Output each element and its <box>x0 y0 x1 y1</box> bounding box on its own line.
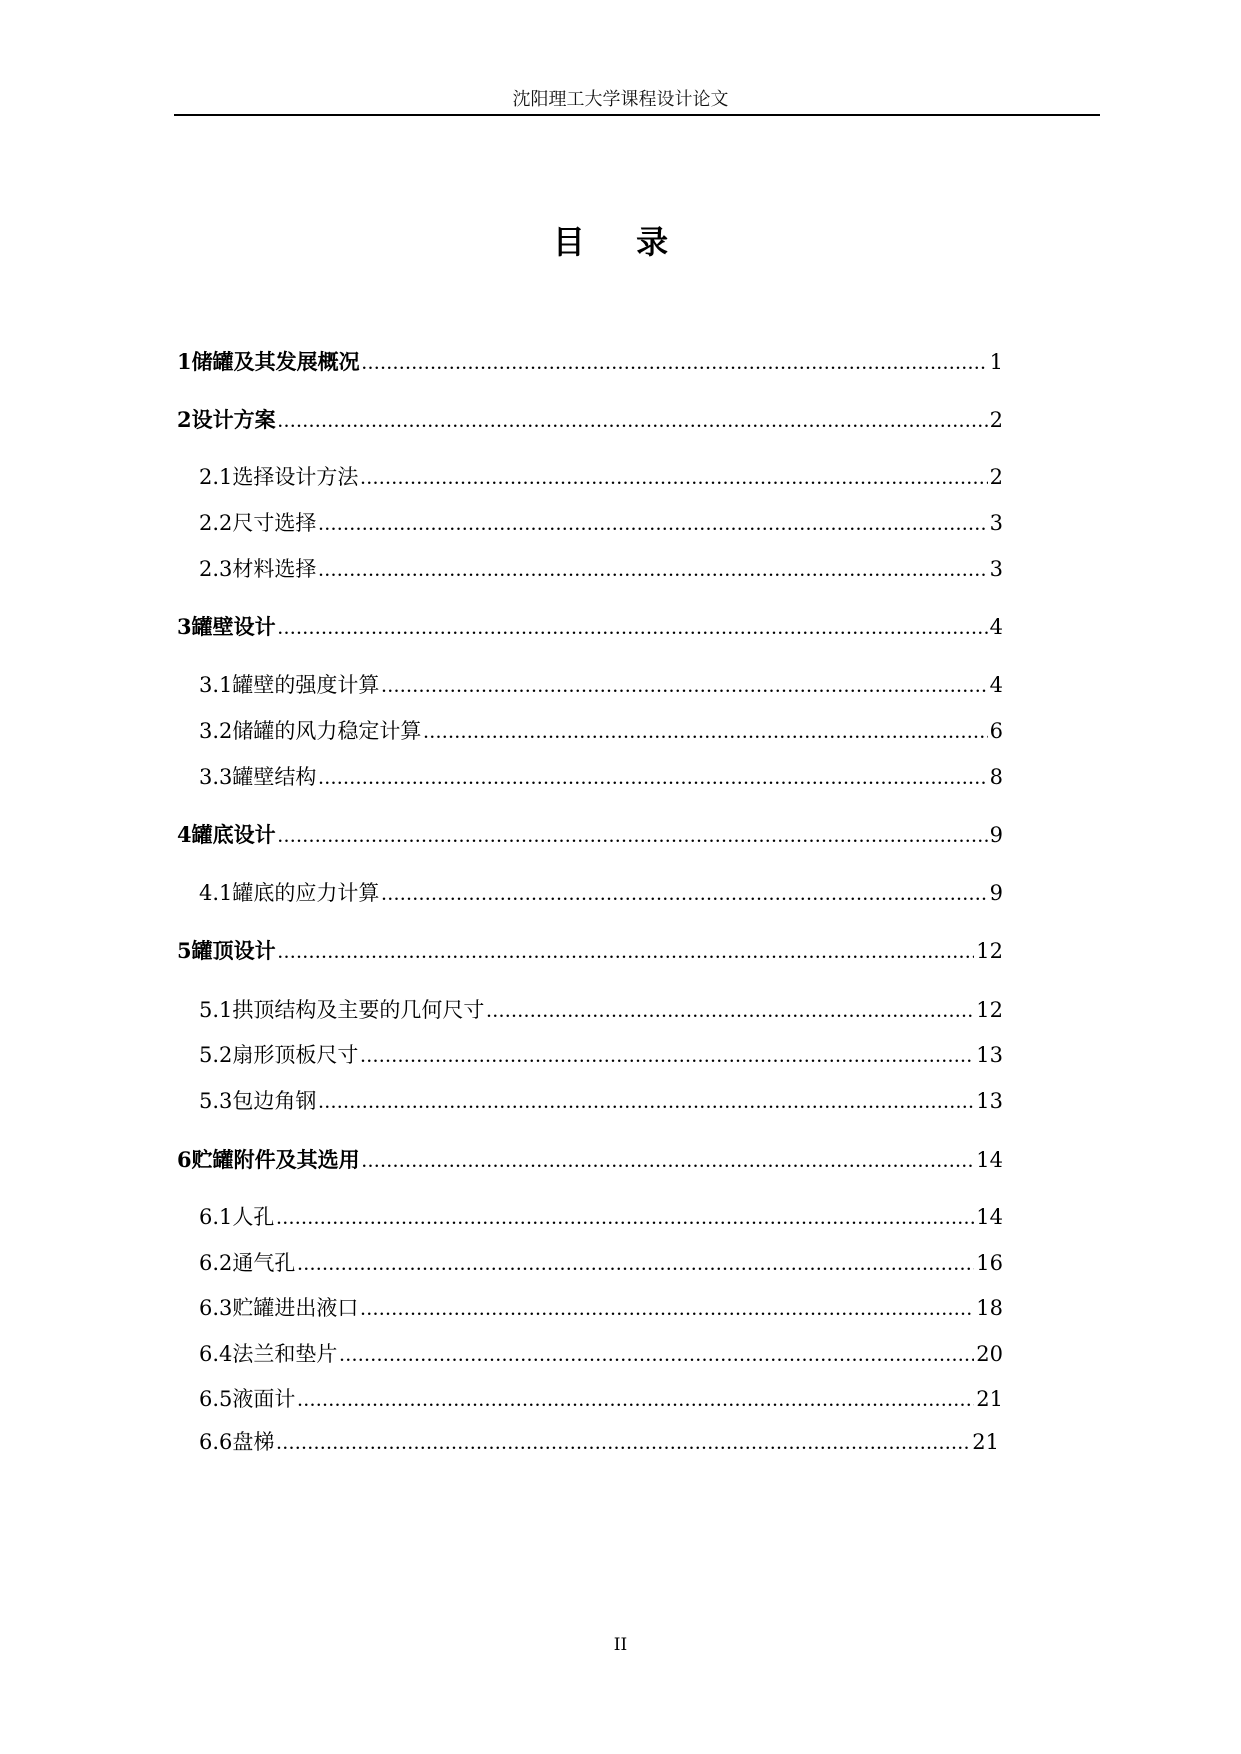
toc-entry-number: 6.3 <box>199 1296 233 1320</box>
toc-entry-number: 6.4 <box>199 1342 233 1366</box>
toc-entry-page: 18 <box>976 1296 1003 1320</box>
toc-entry-section-5-1[interactable] <box>199 995 1003 1025</box>
toc-entry-title: 罐壁设计 <box>191 615 276 639</box>
dot-leader <box>278 936 975 966</box>
toc-entry-section-2-3[interactable] <box>199 554 1003 584</box>
toc-entry-section-5-2[interactable] <box>199 1040 1003 1070</box>
toc-entry-title: 液面计 <box>232 1387 296 1411</box>
toc-entry-page: 4 <box>989 673 1003 697</box>
toc-entry-section-2-1[interactable] <box>199 462 1003 492</box>
toc-entry-page: 9 <box>989 823 1003 847</box>
toc-entry-page: 4 <box>989 615 1003 639</box>
dot-leader <box>297 1248 974 1278</box>
toc-entry-title: 罐底的应力计算 <box>232 881 380 905</box>
dot-leader <box>318 1086 974 1116</box>
toc-entry-number: 2.1 <box>199 465 233 489</box>
toc-entry-number: 1 <box>177 349 192 374</box>
toc-entry-title: 罐顶设计 <box>191 939 276 963</box>
dot-leader <box>278 405 988 435</box>
toc-entry-number: 6.5 <box>199 1387 233 1411</box>
toc-entry-section-2-2[interactable] <box>199 508 1003 538</box>
toc-entry-number: 5.3 <box>199 1089 233 1113</box>
toc-entry-section-3-3[interactable] <box>199 762 1003 792</box>
dot-leader <box>278 612 988 642</box>
toc-entry-chapter-2[interactable] <box>177 405 1003 435</box>
toc-entry-number: 3.2 <box>199 719 233 743</box>
toc-entry-page: 6 <box>989 719 1003 743</box>
toc-entry-page: 16 <box>976 1251 1003 1275</box>
dot-leader <box>339 1339 974 1369</box>
toc-entry-title: 通气孔 <box>232 1251 296 1275</box>
toc-entry-number: 4 <box>177 822 192 847</box>
toc-entry-number: 3.1 <box>199 673 233 697</box>
toc-entry-number: 6.2 <box>199 1251 233 1275</box>
toc-entry-title: 盘梯 <box>232 1430 275 1454</box>
toc-entry-title: 罐壁的强度计算 <box>232 673 380 697</box>
dot-leader <box>318 508 987 538</box>
toc-entry-section-6-1[interactable] <box>199 1202 1003 1232</box>
toc-entry-title: 尺寸选择 <box>232 511 317 535</box>
toc-entry-section-6-4[interactable] <box>199 1339 1003 1369</box>
toc-entry-section-3-1[interactable] <box>199 670 1003 700</box>
toc-entry-number: 2.2 <box>199 511 233 535</box>
toc-entry-page: 20 <box>976 1342 1003 1366</box>
dot-leader <box>381 670 987 700</box>
toc-entry-title: 法兰和垫片 <box>232 1342 338 1366</box>
header-rule <box>174 114 1100 116</box>
toc-entry-page: 1 <box>989 350 1003 374</box>
toc-entry-page: 3 <box>989 511 1003 535</box>
running-header: 沈阳理工大学课程设计论文 <box>512 89 729 110</box>
toc-entry-title: 材料选择 <box>232 557 317 581</box>
toc-entry-number: 3 <box>177 614 192 639</box>
toc-entry-chapter-1[interactable] <box>177 347 1003 377</box>
dot-leader <box>360 1040 974 1070</box>
toc-entry-section-6-5[interactable] <box>199 1384 1003 1414</box>
toc-entry-title: 包边角钢 <box>232 1089 317 1113</box>
toc-entry-number: 5.2 <box>199 1043 233 1067</box>
toc-entry-page: 13 <box>976 1089 1003 1113</box>
toc-entry-number: 6.1 <box>199 1205 233 1229</box>
toc-entry-title: 储罐及其发展概况 <box>191 350 360 374</box>
toc-entry-page: 21 <box>976 1387 1003 1411</box>
toc-entry-page: 21 <box>972 1430 999 1454</box>
toc-entry-section-3-2[interactable] <box>199 716 1003 746</box>
toc-entry-title: 罐底设计 <box>191 823 276 847</box>
toc-entry-page: 14 <box>976 1148 1003 1172</box>
dot-leader <box>297 1384 974 1414</box>
toc-entry-page: 2 <box>989 408 1003 432</box>
toc-entry-number: 5 <box>177 938 192 963</box>
toc-entry-page: 8 <box>989 765 1003 789</box>
toc-entry-page: 2 <box>989 465 1003 489</box>
toc-entry-page: 12 <box>976 998 1003 1022</box>
toc-entry-number: 6 <box>177 1147 192 1172</box>
dot-leader <box>276 1427 970 1457</box>
dot-leader <box>278 820 988 850</box>
toc-entry-title: 选择设计方法 <box>232 465 359 489</box>
toc-entry-number: 2 <box>177 407 192 432</box>
toc-entry-title: 扇形顶板尺寸 <box>232 1043 359 1067</box>
dot-leader <box>423 716 987 746</box>
toc-entry-page: 14 <box>976 1205 1003 1229</box>
toc-entry-section-6-6[interactable] <box>199 1427 999 1457</box>
toc-title: 目 录 <box>552 223 689 261</box>
toc-entry-title: 储罐的风力稳定计算 <box>232 719 422 743</box>
toc-entry-section-6-3[interactable] <box>199 1293 1003 1323</box>
dot-leader <box>276 1202 974 1232</box>
dot-leader <box>360 1293 974 1323</box>
toc-entry-chapter-4[interactable] <box>177 820 1003 850</box>
toc-entry-number: 6.6 <box>199 1430 233 1454</box>
dot-leader <box>362 347 988 377</box>
toc-entry-page: 13 <box>976 1043 1003 1067</box>
dot-leader <box>318 554 987 584</box>
toc-entry-title: 贮罐进出液口 <box>232 1296 359 1320</box>
toc-entry-page: 3 <box>989 557 1003 581</box>
toc-entry-section-6-2[interactable] <box>199 1248 1003 1278</box>
toc-entry-title: 拱顶结构及主要的几何尺寸 <box>232 998 485 1022</box>
toc-entry-page: 9 <box>989 881 1003 905</box>
dot-leader <box>362 1145 975 1175</box>
page-number: II <box>613 1635 628 1655</box>
toc-entry-section-5-3[interactable] <box>199 1086 1003 1116</box>
toc-entry-title: 设计方案 <box>191 408 276 432</box>
dot-leader <box>381 878 987 908</box>
dot-leader <box>318 762 987 792</box>
toc-entry-page: 12 <box>976 939 1003 963</box>
toc-entry-title: 罐壁结构 <box>232 765 317 789</box>
dot-leader <box>486 995 974 1025</box>
toc-entry-section-4-1[interactable] <box>199 878 1003 908</box>
dot-leader <box>360 462 987 492</box>
toc-entry-title: 人孔 <box>232 1205 275 1229</box>
toc-entry-chapter-6[interactable] <box>177 1145 1003 1175</box>
toc-entry-number: 2.3 <box>199 557 233 581</box>
toc-entry-number: 3.3 <box>199 765 233 789</box>
toc-entry-chapter-3[interactable] <box>177 612 1003 642</box>
toc-entry-chapter-5[interactable] <box>177 936 1003 966</box>
toc-entry-title: 贮罐附件及其选用 <box>191 1148 360 1172</box>
toc-entry-number: 5.1 <box>199 998 233 1022</box>
toc-entry-number: 4.1 <box>199 881 233 905</box>
